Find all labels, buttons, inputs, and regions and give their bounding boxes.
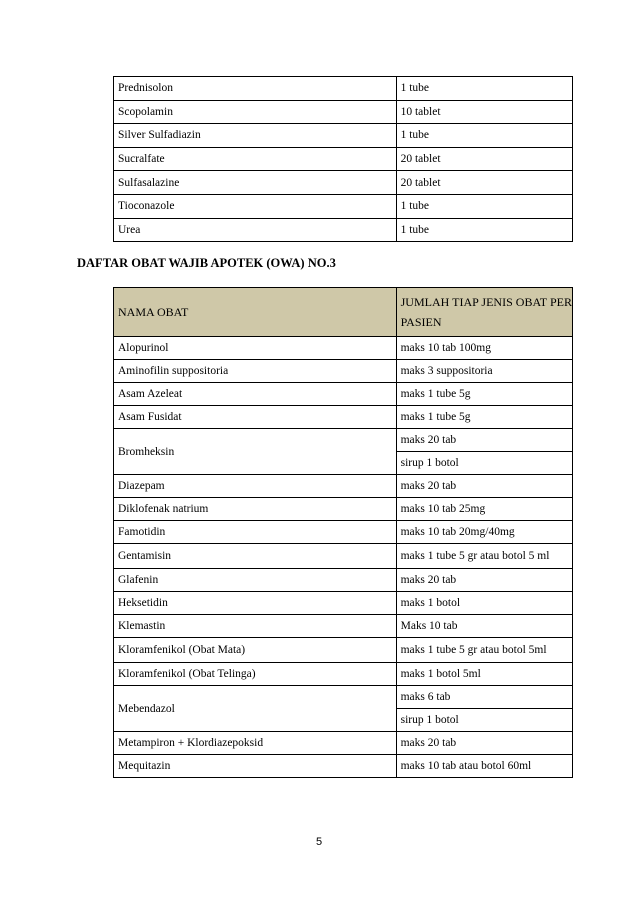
drug-name-cell: Urea bbox=[114, 218, 397, 242]
drug-name-cell: Klemastin bbox=[114, 615, 397, 638]
drug-quantity-cell: sirup 1 botol bbox=[396, 709, 572, 732]
drug-quantity-cell: maks 20 tab bbox=[396, 429, 572, 452]
table-row bbox=[114, 569, 573, 592]
drug-quantity-cell: 20 tablet bbox=[396, 147, 572, 171]
drug-quantity-cell: 20 tablet bbox=[396, 171, 572, 195]
drug-quantity-cell: 10 tablet bbox=[396, 100, 572, 124]
drug-name-cell: Famotidin bbox=[114, 521, 397, 544]
drug-quantity-cell: Maks 10 tab bbox=[396, 615, 572, 638]
drug-quantity-cell: 1 tube bbox=[396, 124, 572, 148]
drug-table-continued bbox=[113, 76, 573, 242]
drug-name-cell: Mebendazol bbox=[114, 686, 397, 732]
table-row bbox=[114, 475, 573, 498]
table-row bbox=[114, 686, 573, 709]
table-row bbox=[114, 383, 573, 406]
table-row bbox=[114, 429, 573, 452]
drug-name-cell: Prednisolon bbox=[114, 77, 397, 101]
drug-quantity-cell: maks 10 tab 100mg bbox=[396, 337, 572, 360]
drug-name-cell: Diazepam bbox=[114, 475, 397, 498]
drug-quantity-cell: 1 tube bbox=[396, 77, 572, 101]
drug-name-cell: Kloramfenikol (Obat Mata) bbox=[114, 638, 397, 663]
drug-quantity-cell: maks 1 botol bbox=[396, 592, 572, 615]
drug-name-cell: Diklofenak natrium bbox=[114, 498, 397, 521]
drug-quantity-cell: sirup 1 botol bbox=[396, 452, 572, 475]
drug-quantity-cell: maks 20 tab bbox=[396, 569, 572, 592]
drug-name-cell: Gentamisin bbox=[114, 544, 397, 569]
drug-quantity-cell: maks 1 tube 5g bbox=[396, 406, 572, 429]
drug-name-cell: Kloramfenikol (Obat Telinga) bbox=[114, 663, 397, 686]
table-row bbox=[114, 755, 573, 778]
table-row bbox=[114, 124, 573, 148]
drug-quantity-cell: maks 10 tab 25mg bbox=[396, 498, 572, 521]
drug-name-cell: Glafenin bbox=[114, 569, 397, 592]
table-row bbox=[114, 194, 573, 218]
table-row bbox=[114, 663, 573, 686]
table-row bbox=[114, 337, 573, 360]
drug-name-cell: Asam Fusidat bbox=[114, 406, 397, 429]
section-title: DAFTAR OBAT WAJIB APOTEK (OWA) NO.3 bbox=[77, 256, 336, 270]
drug-quantity-cell: maks 20 tab bbox=[396, 475, 572, 498]
drug-quantity-cell: maks 1 tube 5 gr atau botol 5 ml bbox=[396, 544, 572, 569]
drug-quantity-cell: 1 tube bbox=[396, 218, 572, 242]
table-row bbox=[114, 732, 573, 755]
owa-drug-table bbox=[113, 287, 573, 778]
table-row bbox=[114, 100, 573, 124]
drug-name-cell: Alopurinol bbox=[114, 337, 397, 360]
table-row bbox=[114, 147, 573, 171]
drug-quantity-cell: maks 1 tube 5 gr atau botol 5ml bbox=[396, 638, 572, 663]
drug-quantity-cell: maks 10 tab 20mg/40mg bbox=[396, 521, 572, 544]
table-row bbox=[114, 615, 573, 638]
drug-quantity-cell: maks 1 tube 5g bbox=[396, 383, 572, 406]
header-quantity: JUMLAH TIAP JENIS OBAT PER PASIEN bbox=[396, 288, 572, 337]
table-row bbox=[114, 498, 573, 521]
table-row bbox=[114, 521, 573, 544]
table-header-row bbox=[114, 288, 573, 337]
drug-name-cell: Sulfasalazine bbox=[114, 171, 397, 195]
drug-name-cell: Metampiron + Klordiazepoksid bbox=[114, 732, 397, 755]
drug-name-cell: Sucralfate bbox=[114, 147, 397, 171]
drug-quantity-cell: maks 3 suppositoria bbox=[396, 360, 572, 383]
table-row bbox=[114, 592, 573, 615]
table-row bbox=[114, 544, 573, 569]
drug-name-cell: Aminofilin suppositoria bbox=[114, 360, 397, 383]
drug-name-cell: Silver Sulfadiazin bbox=[114, 124, 397, 148]
drug-name-cell: Tioconazole bbox=[114, 194, 397, 218]
drug-name-cell: Mequitazin bbox=[114, 755, 397, 778]
table-row bbox=[114, 638, 573, 663]
table-row bbox=[114, 218, 573, 242]
page-number: 5 bbox=[315, 836, 323, 848]
drug-quantity-cell: maks 6 tab bbox=[396, 686, 572, 709]
drug-quantity-cell: maks 10 tab atau botol 60ml bbox=[396, 755, 572, 778]
table-row bbox=[114, 77, 573, 101]
drug-name-cell: Bromheksin bbox=[114, 429, 397, 475]
drug-name-cell: Asam Azeleat bbox=[114, 383, 397, 406]
drug-name-cell: Heksetidin bbox=[114, 592, 397, 615]
drug-quantity-cell: maks 1 botol 5ml bbox=[396, 663, 572, 686]
drug-name-cell: Scopolamin bbox=[114, 100, 397, 124]
table-row bbox=[114, 171, 573, 195]
table-row bbox=[114, 360, 573, 383]
table-row bbox=[114, 406, 573, 429]
drug-quantity-cell: maks 20 tab bbox=[396, 732, 572, 755]
header-drug-name: NAMA OBAT bbox=[114, 288, 397, 337]
drug-quantity-cell: 1 tube bbox=[396, 194, 572, 218]
